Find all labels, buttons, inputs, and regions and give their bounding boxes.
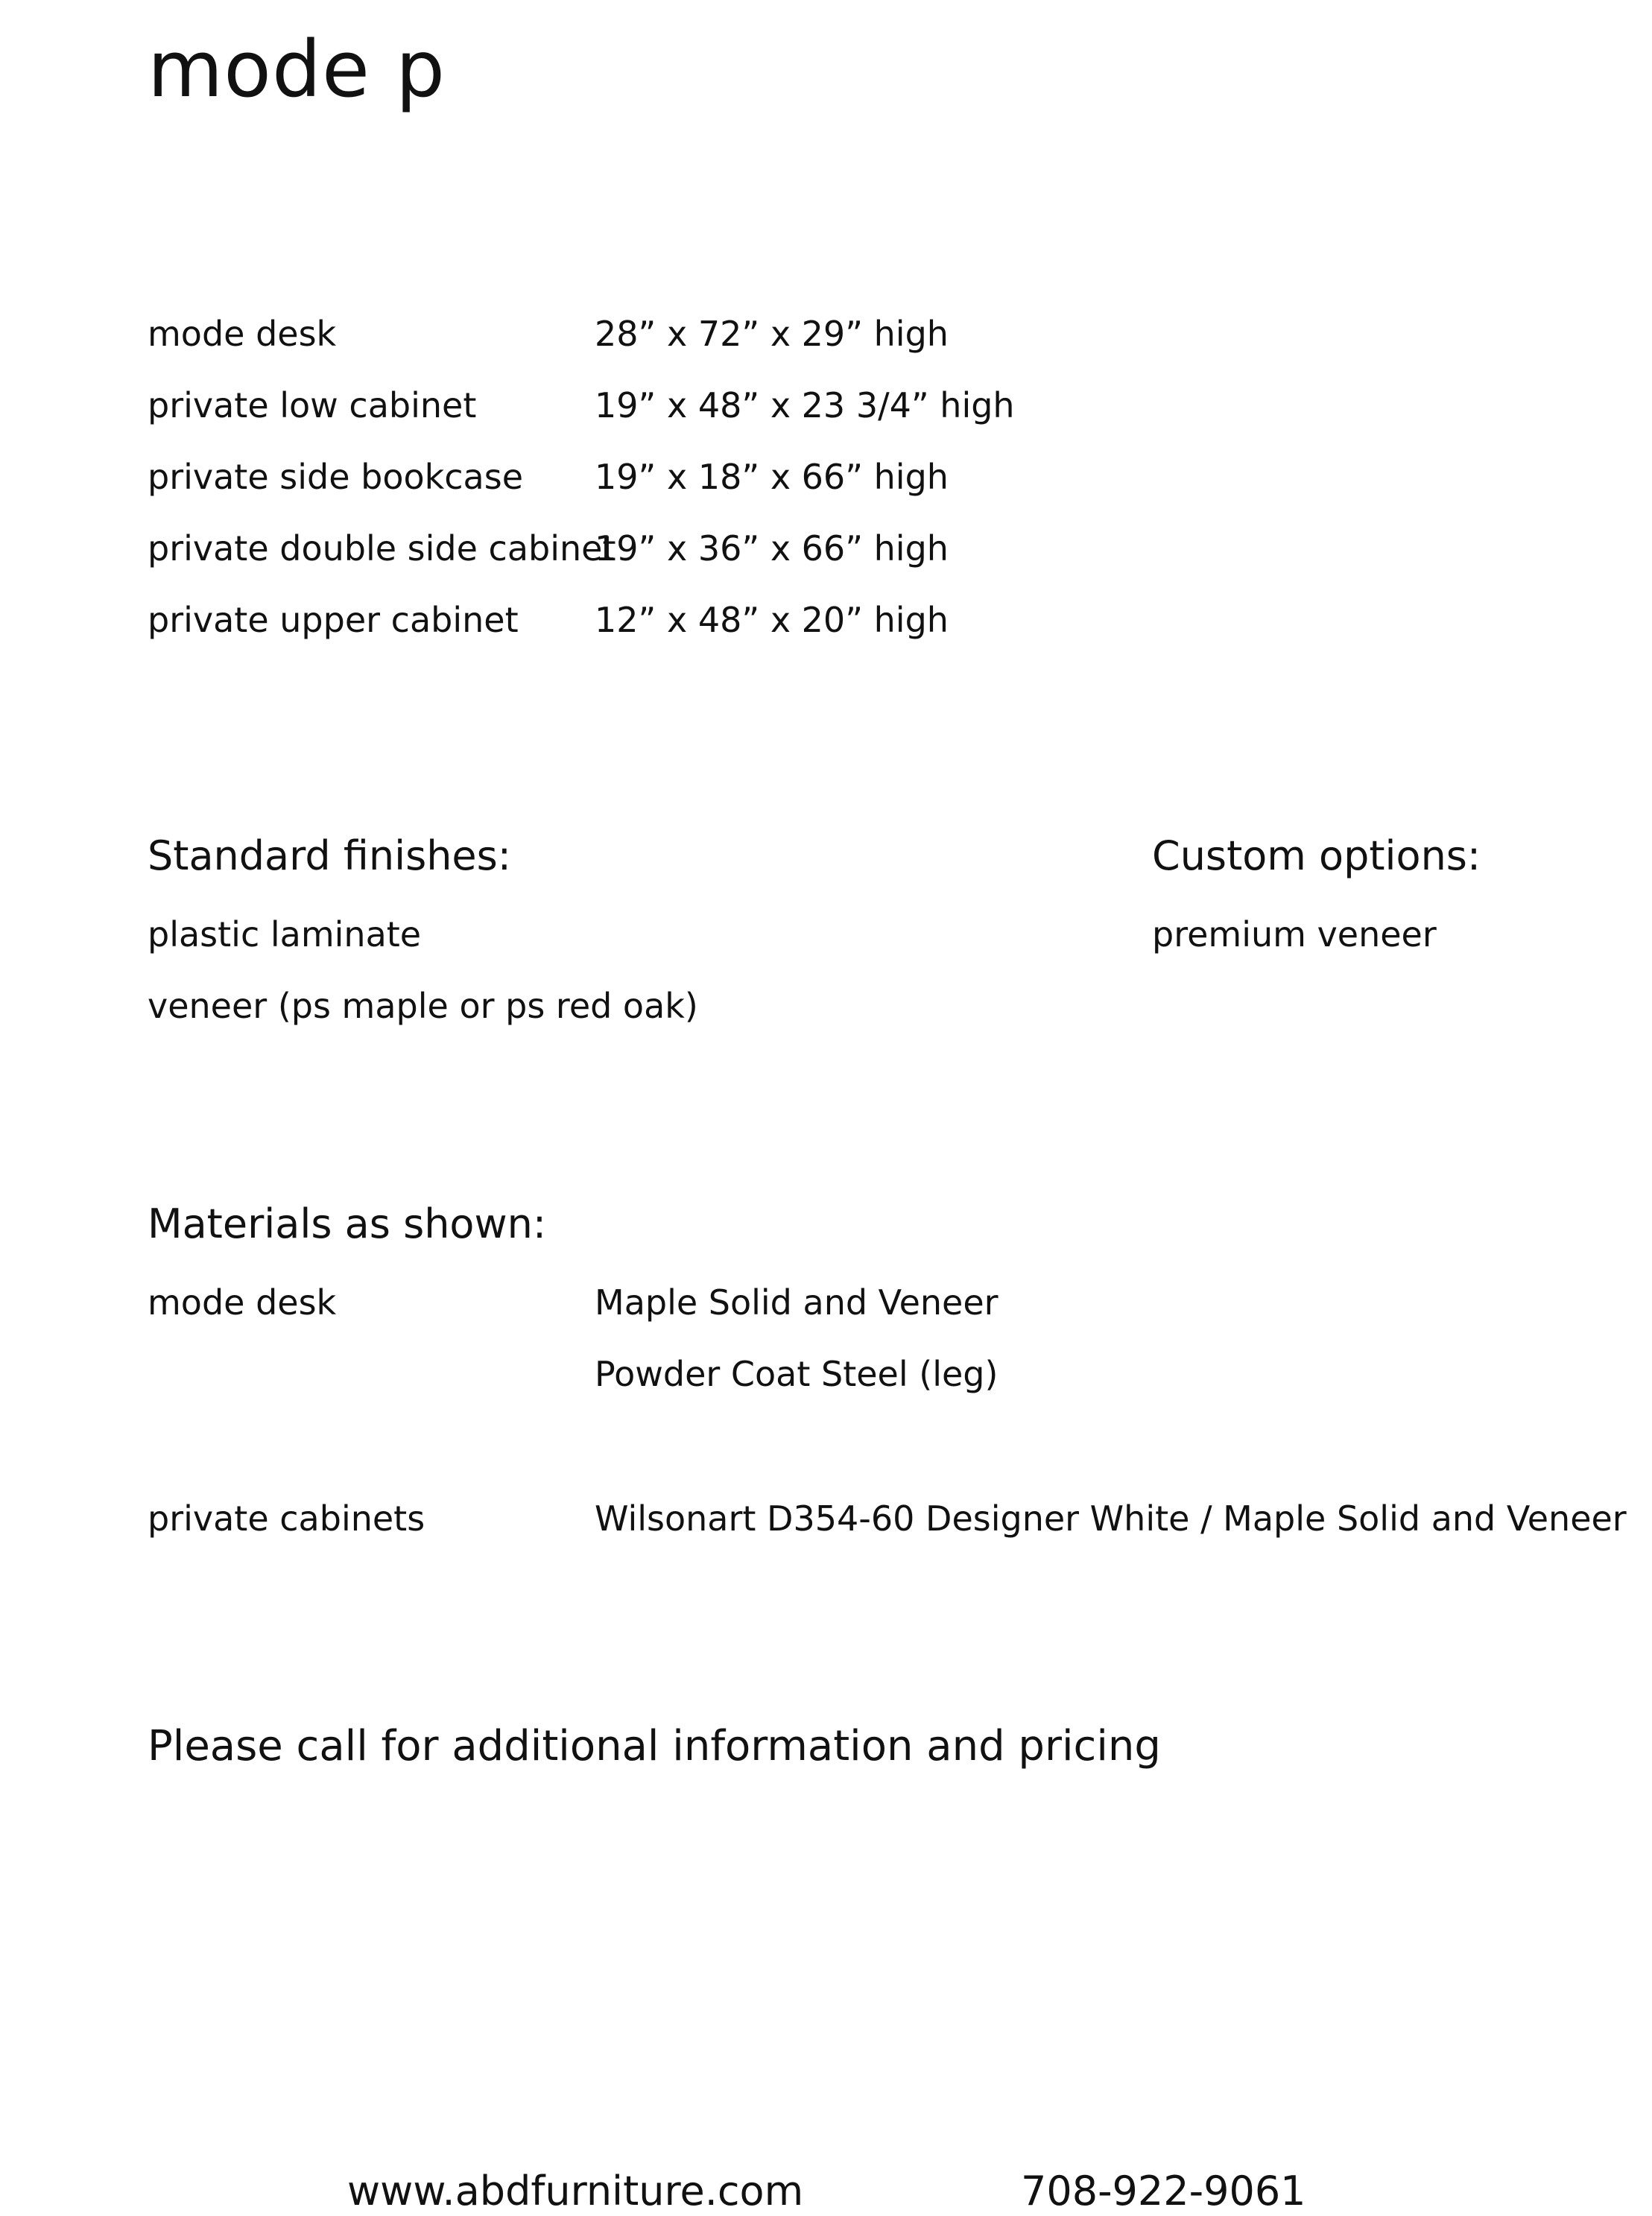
call-to-action: Please call for additional information and pricing — [148, 1722, 1161, 1770]
website-link[interactable]: www.abdfurniture.com — [347, 2168, 804, 2215]
dimension-item: private double side cabinet — [148, 528, 616, 569]
material-item: mode desk — [148, 1282, 337, 1323]
custom-options-heading: Custom options: — [1152, 832, 1481, 879]
material-value: Maple Solid and Veneer — [595, 1282, 999, 1323]
dimension-size: 12” x 48” x 20” high — [595, 600, 949, 640]
custom-option-item: premium veneer — [1152, 914, 1437, 955]
dimension-item: private low cabinet — [148, 385, 477, 425]
dimension-size: 19” x 36” x 66” high — [595, 528, 949, 569]
dimension-size: 19” x 48” x 23 3/4” high — [595, 385, 1015, 425]
phone-number[interactable]: 708-922-9061 — [1021, 2168, 1306, 2215]
material-value: Wilsonart D354-60 Designer White / Maple Solid and Veneer — [595, 1498, 1627, 1539]
dimension-size: 28” x 72” x 29” high — [595, 314, 949, 354]
dimension-item: private side bookcase — [148, 457, 524, 497]
dimension-item: mode desk — [148, 314, 337, 354]
standard-finishes-heading: Standard finishes: — [148, 832, 511, 879]
material-value: Powder Coat Steel (leg) — [595, 1354, 999, 1394]
material-item: private cabinets — [148, 1498, 425, 1539]
page-title: mode p — [148, 24, 446, 115]
finish-item: plastic laminate — [148, 914, 422, 955]
finish-item: veneer (ps maple or ps red oak) — [148, 986, 698, 1026]
materials-heading: Materials as shown: — [148, 1200, 547, 1247]
dimension-size: 19” x 18” x 66” high — [595, 457, 949, 497]
dimension-item: private upper cabinet — [148, 600, 519, 640]
